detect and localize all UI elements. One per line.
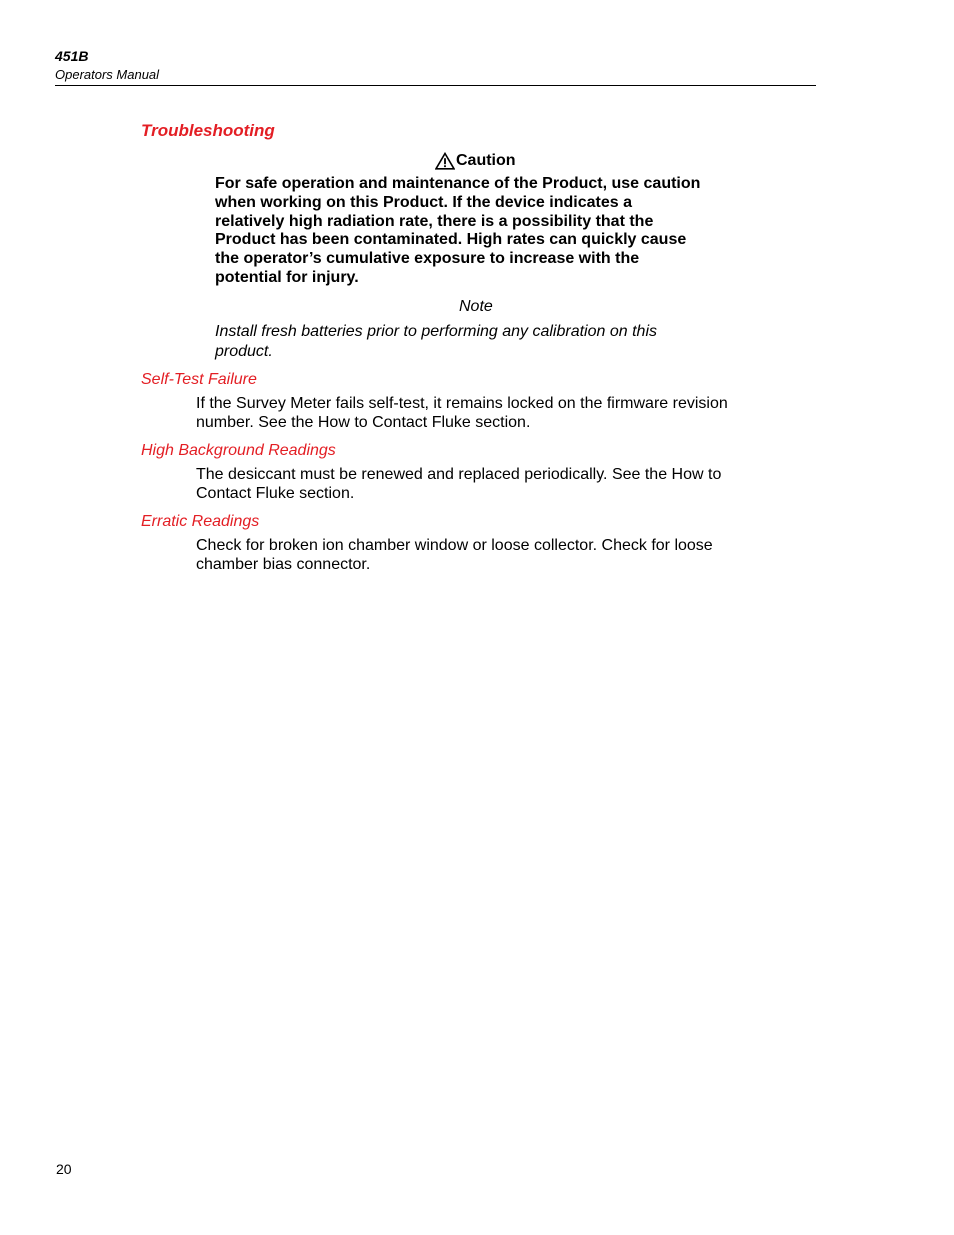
section-heading: Troubleshooting — [141, 121, 275, 140]
caution-line: the operator’s cumulative exposure to increase with the — [215, 250, 640, 268]
paragraph-line: Contact Fluke section. — [196, 485, 355, 502]
paragraph-line: chamber bias connector. — [196, 556, 371, 573]
note-text — [215, 322, 715, 361]
caution-label: Caution — [456, 152, 516, 169]
document-title: 451B — [55, 48, 89, 64]
paragraph-erratic-readings — [196, 536, 776, 574]
note-line: Install fresh batteries prior to performing any calibration on this — [215, 323, 657, 340]
paragraph-high-background-readings — [196, 465, 776, 503]
subsection-heading-high-background-readings: High Background Readings — [141, 442, 336, 459]
document-subtitle: Operators Manual — [55, 67, 160, 82]
page-number: 20 — [56, 1161, 72, 1177]
note-heading: Note — [459, 298, 493, 315]
warning-triangle-icon — [435, 152, 455, 170]
caution-line: Product has been contaminated. High rates can quickly cause — [215, 231, 687, 249]
caution-line: when working on this Product. If the device indicates a — [215, 193, 632, 211]
paragraph-line: If the Survey Meter fails self-test, it remains locked on the firmware revision — [196, 395, 728, 412]
paragraph-line: number. See the How to Contact Fluke section. — [196, 414, 531, 431]
caution-line: potential for injury. — [215, 268, 359, 286]
caution-line: For safe operation and maintenance of the Product, use caution — [215, 175, 701, 192]
caution-text — [215, 175, 755, 288]
note-line: product. — [215, 342, 273, 360]
caution-heading — [435, 151, 516, 171]
header-divider — [55, 85, 816, 86]
paragraph-line: Check for broken ion chamber window or loose collector. Check for loose — [196, 537, 713, 554]
paragraph-line: The desiccant must be renewed and replaced periodically. See the How to — [196, 466, 722, 483]
subsection-heading-self-test-failure: Self-Test Failure — [141, 371, 257, 388]
subsection-heading-erratic-readings: Erratic Readings — [141, 513, 260, 530]
caution-line: relatively high radiation rate, there is a possibility that the — [215, 212, 654, 230]
paragraph-self-test-failure — [196, 394, 776, 432]
